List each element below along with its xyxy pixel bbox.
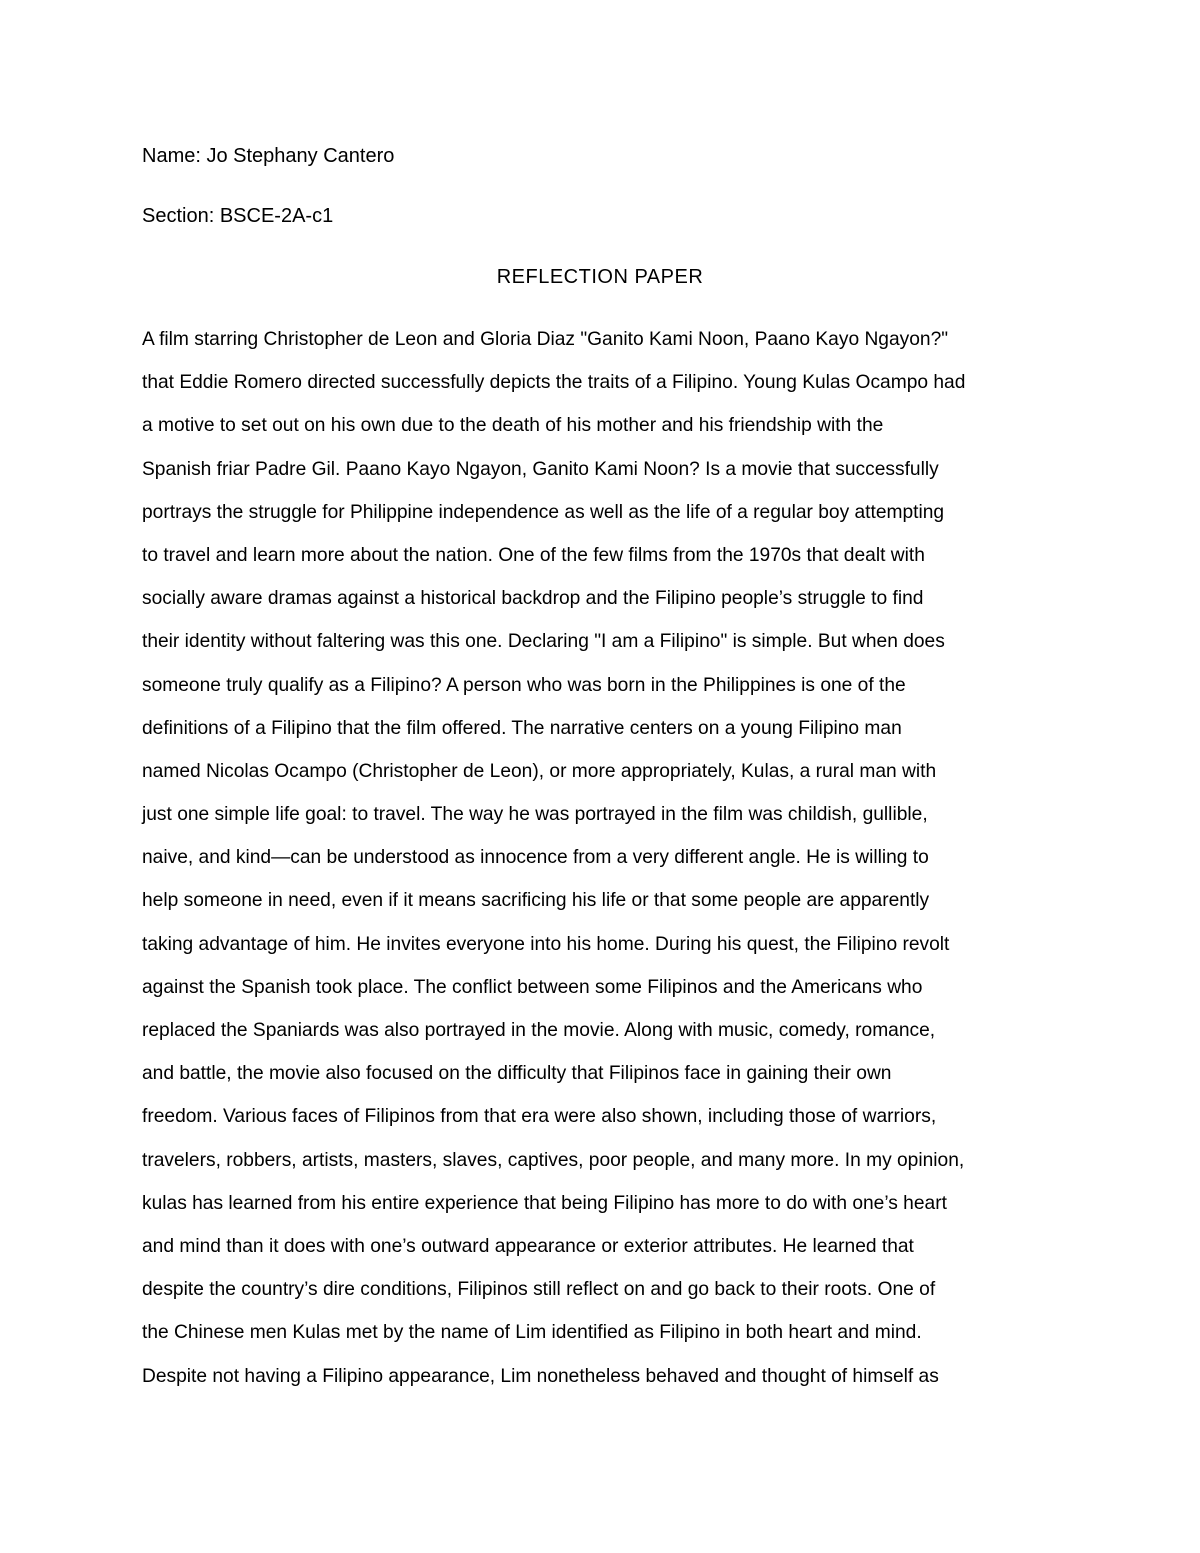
body-line: socially aware dramas against a historical backdrop and the Filipino people’s struggle to find [142,588,924,610]
body-line: their identity without faltering was this one. Declaring "I am a Filipino" is simple. But when does [142,631,945,653]
paper-title: REFLECTION PAPER [496,266,704,288]
body-line: definitions of a Filipino that the film offered. The narrative centers on a young Filipino man [142,717,902,739]
body-line: to travel and learn more about the nation. One of the few films from the 1970s that dealt with [142,544,925,566]
body-line: a motive to set out on his own due to the death of his mother and his friendship with the [142,415,884,437]
body-line: replaced the Spaniards was also portrayed in the movie. Along with music, comedy, romance, [142,1020,936,1041]
body-line: portrays the struggle for Philippine independence as well as the life of a regular boy attempting [142,501,945,523]
body-line: Despite not having a Filipino appearance, Lim nonetheless behaved and thought of himself as [142,1365,939,1387]
body-line: naive, and kind—can be understood as innocence from a very different angle. He is willing to [142,847,929,869]
body-line: Spanish friar Padre Gil. Paano Kayo Ngayon, Ganito Kami Noon? Is a movie that successfully [142,458,939,480]
body-line: and battle, the movie also focused on the difficulty that Filipinos face in gaining their own [142,1063,892,1085]
student-section: Section: BSCE-2A-c1 [142,205,334,227]
body-line: help someone in need, even if it means sacrificing his life or that some people are apparently [142,890,930,912]
body-line: against the Spanish took place. The conflict between some Filipinos and the Americans who [142,976,923,998]
body-line: taking advantage of him. He invites everyone into his home. During his quest, the Filipino revolt [142,933,950,955]
body-line: named Nicolas Ocampo (Christopher de Leon), or more appropriately, Kulas, a rural man with [142,760,937,782]
body-line: just one simple life goal: to travel. The way he was portrayed in the film was childish, gullible, [142,804,928,826]
body-line: freedom. Various faces of Filipinos from that era were also shown, including those of warriors, [142,1106,937,1128]
body-line: kulas has learned from his entire experience that being Filipino has more to do with one’s heart [142,1192,947,1214]
body-line: that Eddie Romero directed successfully depicts the traits of a Filipino. Young Kulas Ocampo had [142,372,966,394]
body-line: and mind than it does with one’s outward appearance or exterior attributes. He learned that [142,1235,914,1257]
body-line: someone truly qualify as a Filipino? A person who was born in the Philippines is one of the [142,674,906,696]
body-line: despite the country’s dire conditions, Filipinos still reflect on and go back to their roots. One of [142,1279,936,1301]
body-line: the Chinese men Kulas met by the name of Lim identified as Filipino in both heart and mind. [142,1322,922,1344]
body-text [142,326,1062,1406]
student-name: Name: Jo Stephany Cantero [142,145,395,167]
body-line: travelers, robbers, artists, masters, slaves, captives, poor people, and many more. In my opinion, [142,1149,965,1171]
body-line: A film starring Christopher de Leon and Gloria Diaz "Ganito Kami Noon, Paano Kayo Ngayon?" [142,329,949,350]
